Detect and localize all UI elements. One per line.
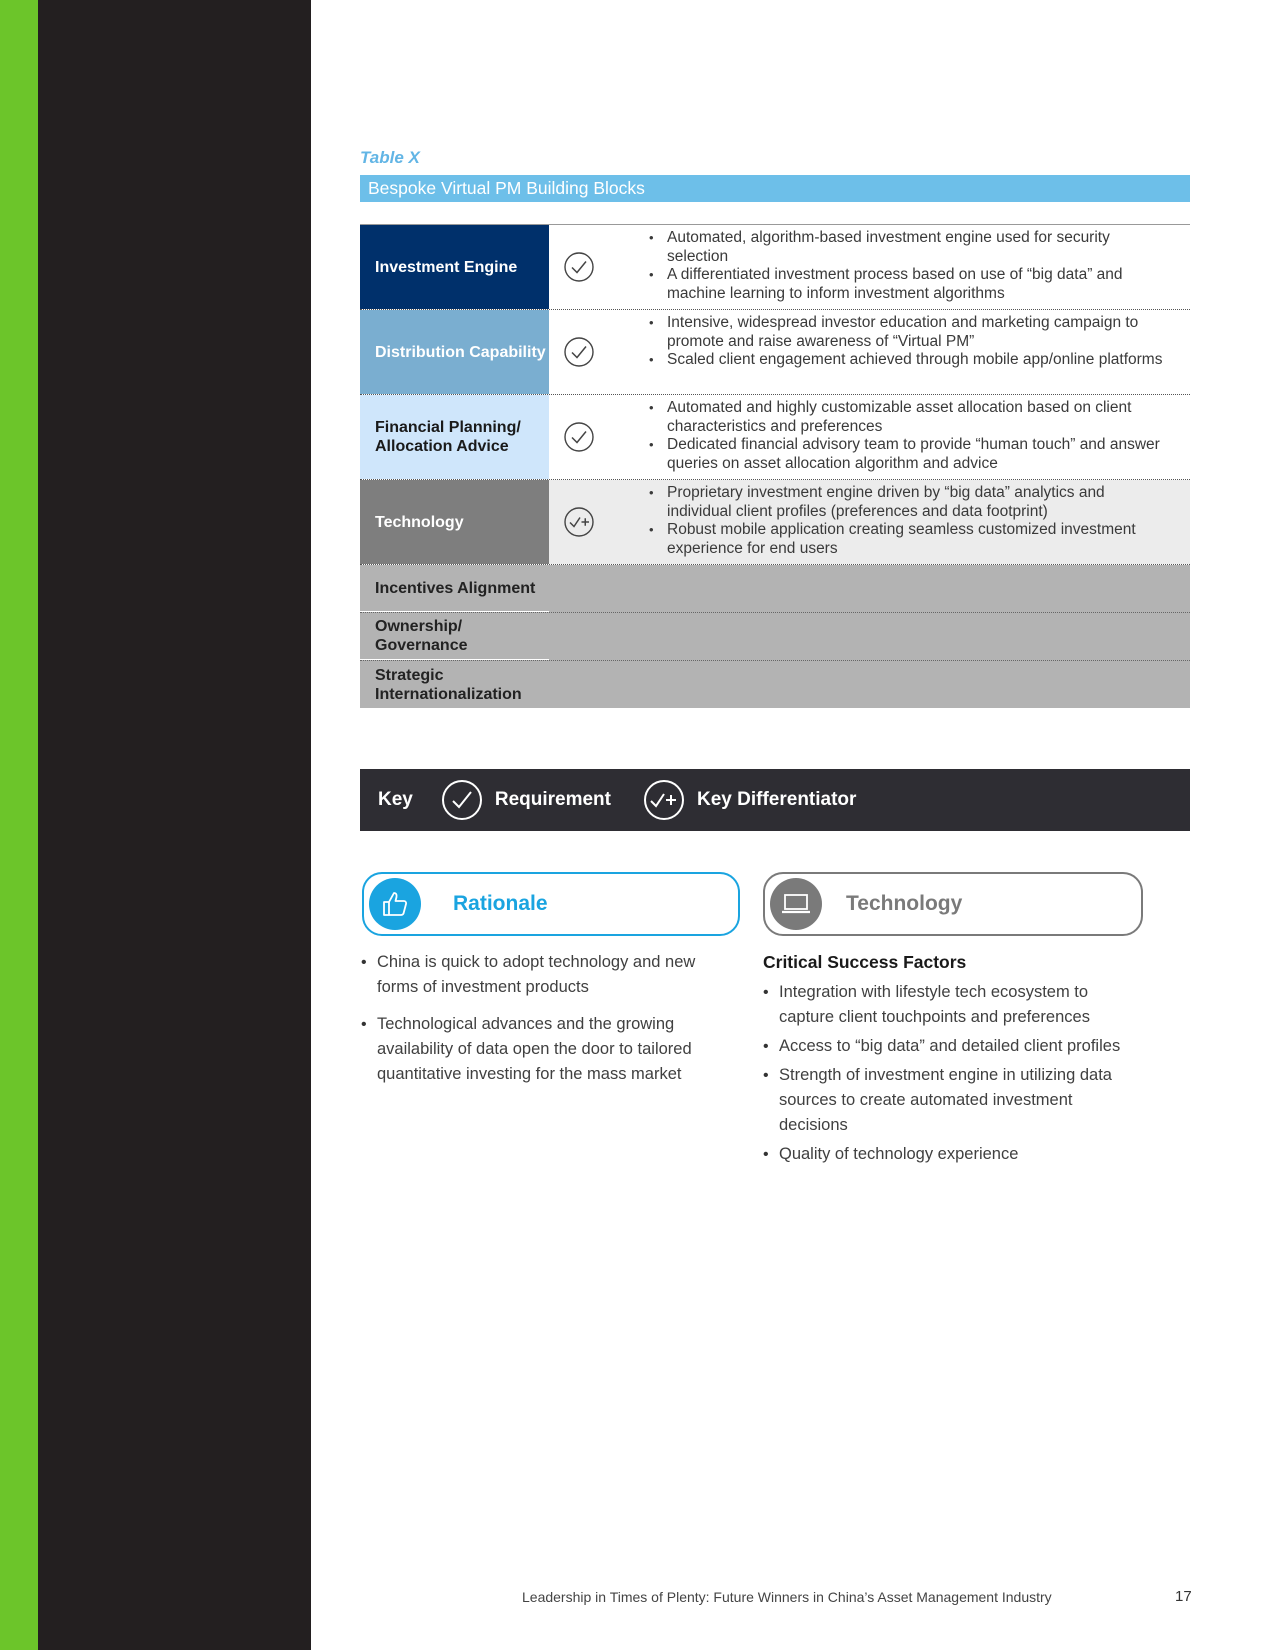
key-differentiator-label: Key Differentiator [697,789,857,810]
green-accent-bar [0,0,38,1650]
key-label: Key [378,789,413,810]
list-item: • Integration with lifestyle tech ecosystem to capture client touchpoints and preferences [763,980,1143,1030]
list-item: • Technological advances and the growing availability of data open the door to tailored quantitative investing for the mass market [361,1012,721,1087]
row-label: Technology [360,480,549,564]
table-row-distribution-capability [360,310,1190,395]
check-plus-circle-icon [643,779,685,821]
table-row-investment-engine [360,224,1190,310]
check-circle-icon [549,225,609,309]
check-circle-icon [549,310,609,394]
list-item: • Automated and highly customizable asset allocation based on client characteristics and preferences [667,399,1170,436]
row-description [609,225,1190,309]
dark-sidebar-band [38,0,311,1650]
critical-success-factors-heading: Critical Success Factors [763,952,967,972]
table-row-ownership-governance [360,613,1190,661]
list-item: • Intensive, widespread investor education and marketing campaign to promote and raise awareness of “Virtual PM” [667,314,1170,351]
row-label: Incentives Alignment [360,565,549,612]
table-row-incentives-alignment [360,565,1190,613]
row-label: Investment Engine [360,225,549,309]
row-label: Financial Planning/ Allocation Advice [360,395,549,479]
table-row-financial-planning [360,395,1190,480]
table-row-technology [360,480,1190,565]
list-item: • Robust mobile application creating seamless customized investment experience for end users [667,521,1170,558]
page-number: 17 [1175,1588,1192,1605]
list-item: • Access to “big data” and detailed client profiles [763,1034,1143,1059]
check-plus-circle-icon [549,480,609,564]
list-item: • Strength of investment engine in utilizing data sources to create automated investment decisions [763,1063,1143,1138]
row-description [609,395,1190,479]
list-item: • Quality of technology experience [763,1142,1143,1167]
list-item: • Dedicated financial advisory team to provide “human touch” and answer queries on asset allocation algorithm and advice [667,436,1170,473]
row-label: Strategic Internationalization [360,661,549,708]
key-requirement-label: Requirement [494,789,611,810]
rationale-header [362,872,740,936]
row-label: Ownership/ Governance [360,613,549,660]
check-circle-icon [441,779,483,821]
building-blocks-table [360,224,1190,708]
key-legend [360,769,1190,831]
table-caption: Table X [360,148,420,167]
list-item: • A differentiated investment process based on use of “big data” and machine learning to inform investment algorithms [667,266,1170,303]
rationale-title: Rationale [453,892,548,915]
list-item: • Automated, algorithm-based investment engine used for security selection [667,229,1170,266]
list-item: • China is quick to adopt technology and new forms of investment products [361,950,721,1000]
rationale-list [361,950,721,1099]
technology-header [763,872,1143,936]
technology-list [763,950,1143,1171]
footer-title: Leadership in Times of Plenty: Future Winners in China’s Asset Management Industry [522,1589,1052,1605]
list-item: • Proprietary investment engine driven by “big data” analytics and individual client profiles (preferences and data footprint) [667,484,1170,521]
thumbs-up-icon [369,878,421,930]
technology-title: Technology [846,892,963,915]
row-label: Distribution Capability [360,310,549,394]
table-row-strategic-internationalization [360,661,1190,708]
row-description [609,480,1190,564]
check-circle-icon [549,395,609,479]
table-title: Bespoke Virtual PM Building Blocks [360,175,1190,202]
list-item: • Scaled client engagement achieved through mobile app/online platforms [667,351,1170,370]
laptop-icon [770,878,822,930]
row-description [609,310,1190,394]
